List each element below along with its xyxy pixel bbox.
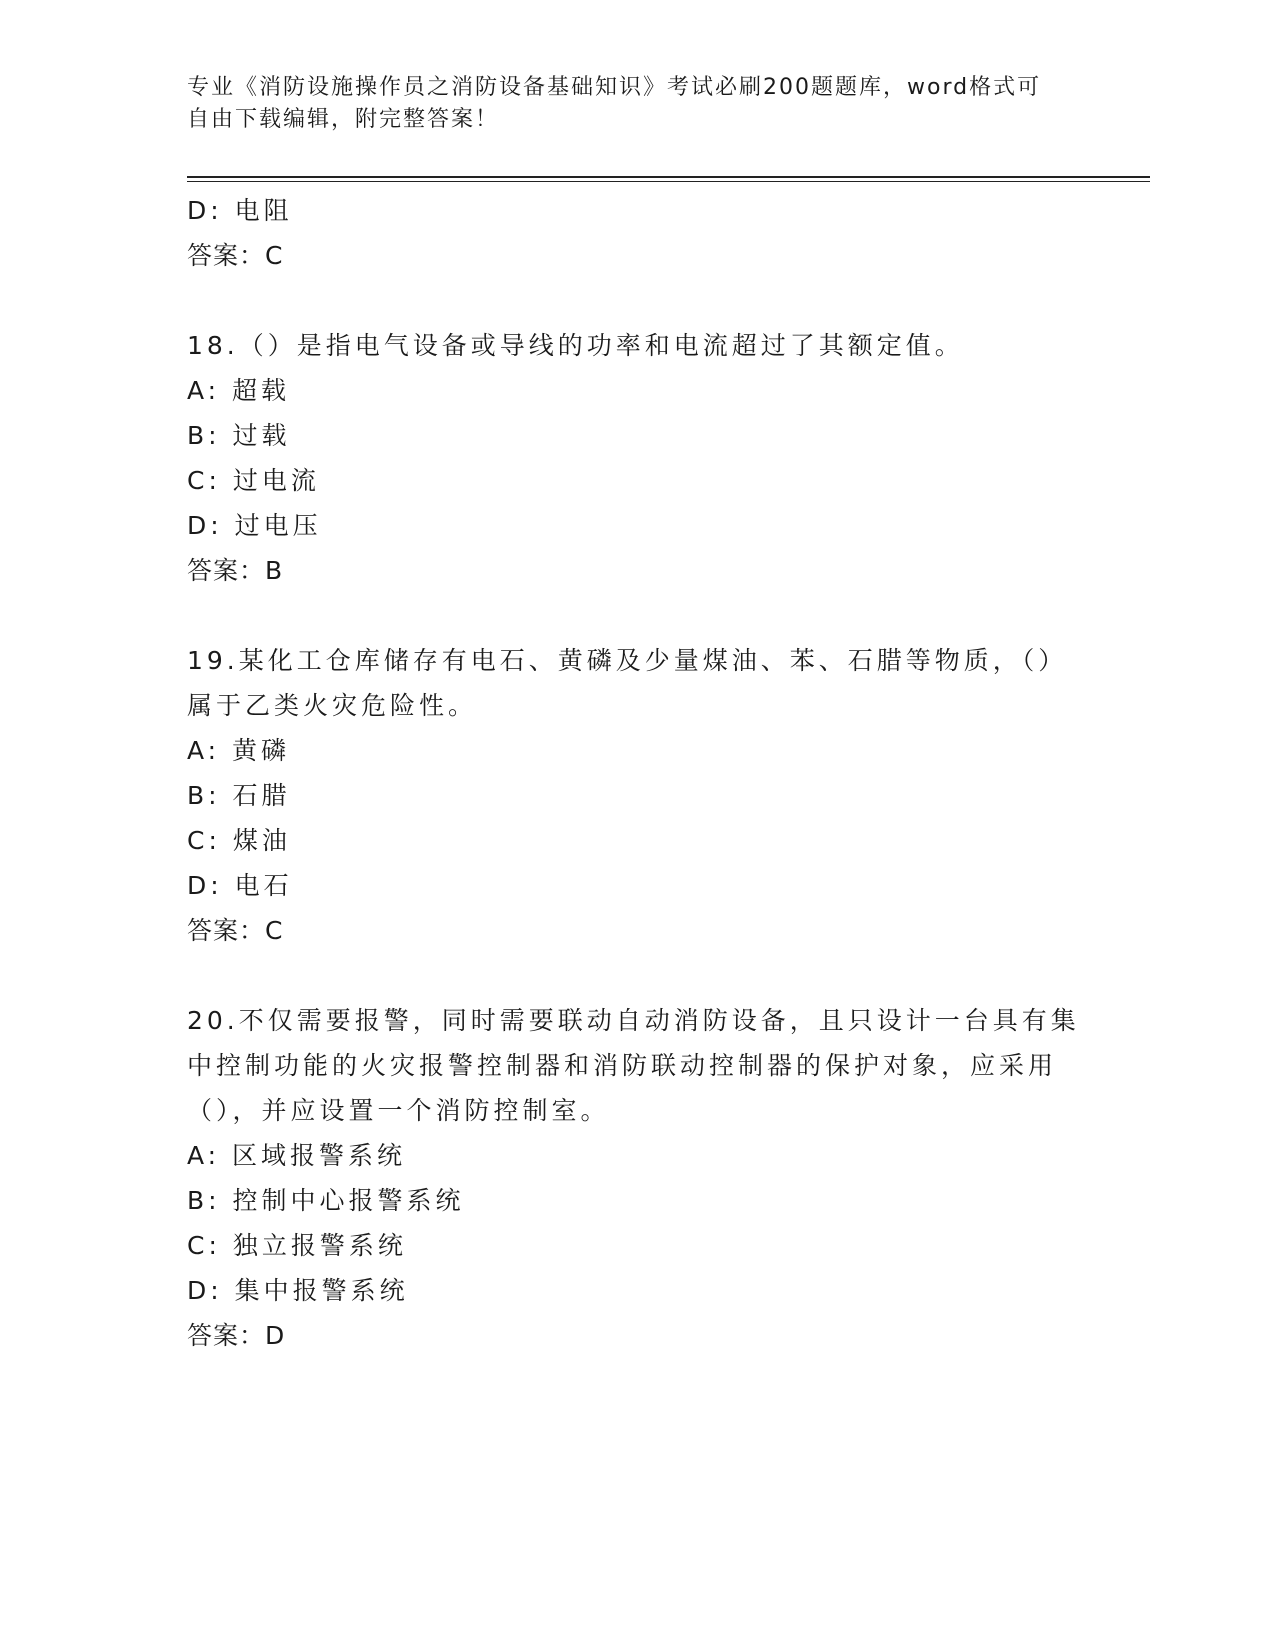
question-stem-line: 18.（）是指电气设备或导线的功率和电流超过了其额定值。	[187, 331, 964, 360]
question-answer: 答案：D	[187, 1321, 286, 1350]
option-d: D: 电石	[187, 871, 293, 900]
option-c: C: 煤油	[187, 826, 291, 855]
question-stem-line: 19.某化工仓库储存有电石、黄磷及少量煤油、苯、石腊等物质，（）	[187, 646, 1068, 675]
option-a: A: 超载	[187, 376, 291, 405]
option-b: B: 过载	[187, 421, 291, 450]
option-a: A: 区域报警系统	[187, 1141, 407, 1170]
option-c: C: 独立报警系统	[187, 1231, 407, 1260]
prev-question-option-d: D: 电阻	[187, 196, 293, 225]
page-header	[187, 72, 1067, 136]
question-18	[187, 323, 1087, 593]
option-d: D: 集中报警系统	[187, 1276, 409, 1305]
option-c: C: 过电流	[187, 466, 320, 495]
question-answer: 答案：C	[187, 916, 284, 945]
spacer	[187, 593, 1087, 638]
spacer	[187, 953, 1087, 998]
question-20	[187, 998, 1087, 1358]
header-divider-thick	[187, 176, 1150, 178]
question-stem-line: （），并应设置一个消防控制室。	[187, 1096, 610, 1125]
prev-question-answer: 答案：C	[187, 241, 284, 270]
question-19	[187, 638, 1087, 953]
header-title-line-2: 自由下载编辑，附完整答案！	[187, 107, 500, 132]
header-divider-thin	[187, 181, 1150, 182]
option-b: B: 石腊	[187, 781, 291, 810]
question-content	[187, 188, 1087, 1358]
option-b: B: 控制中心报警系统	[187, 1186, 465, 1215]
question-stem-line: 中控制功能的火灾报警控制器和消防联动控制器的保护对象，应采用	[187, 1051, 1058, 1080]
option-a: A: 黄磷	[187, 736, 291, 765]
spacer	[187, 278, 1087, 323]
question-stem-line: 20.不仅需要报警，同时需要联动自动消防设备，且只设计一台具有集	[187, 1006, 1080, 1035]
question-stem-line: 属于乙类火灾危险性。	[187, 691, 478, 720]
question-answer: 答案：B	[187, 556, 284, 585]
option-d: D: 过电压	[187, 511, 322, 540]
header-title-line-1: 专业《消防设施操作员之消防设备基础知识》考试必刷200题题库，word格式可	[187, 75, 1042, 100]
